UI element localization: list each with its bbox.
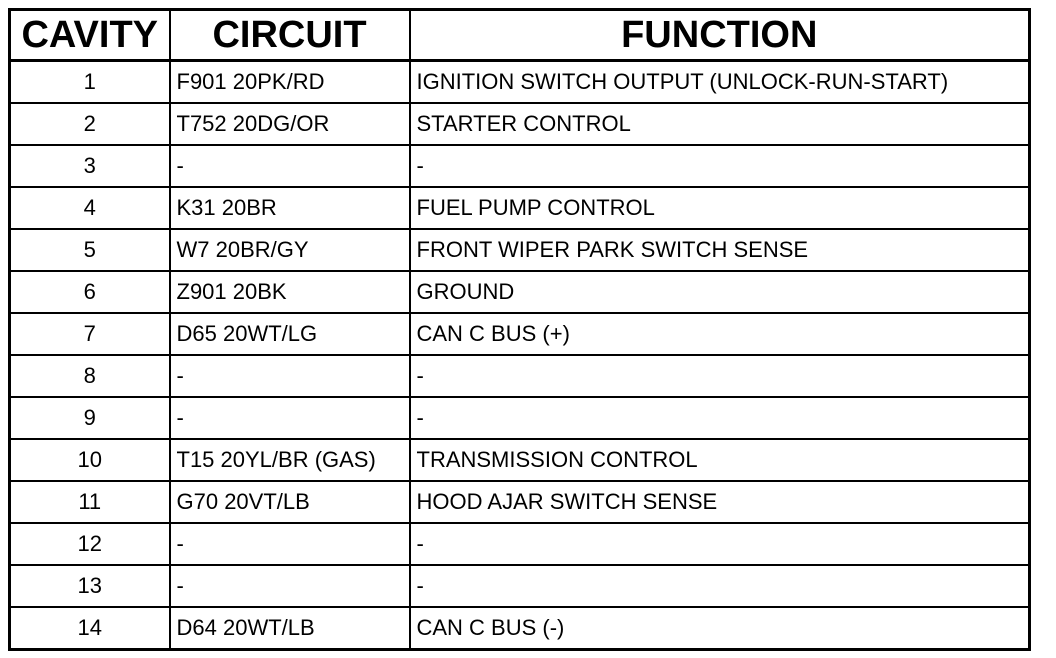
cavity-cell: 8 xyxy=(10,355,170,397)
table-row xyxy=(10,397,1030,439)
function-cell: CAN C BUS (+) xyxy=(410,313,1030,355)
table-row xyxy=(10,145,1030,187)
table-row xyxy=(10,187,1030,229)
cavity-cell: 10 xyxy=(10,439,170,481)
function-cell: GROUND xyxy=(410,271,1030,313)
cavity-cell: 12 xyxy=(10,523,170,565)
table-row xyxy=(10,313,1030,355)
table-body xyxy=(10,61,1030,650)
circuit-cell: - xyxy=(170,565,410,607)
circuit-cell: D65 20WT/LG xyxy=(170,313,410,355)
function-cell: - xyxy=(410,397,1030,439)
function-cell: HOOD AJAR SWITCH SENSE xyxy=(410,481,1030,523)
function-cell: CAN C BUS (-) xyxy=(410,607,1030,650)
circuit-cell: - xyxy=(170,523,410,565)
cavity-cell: 1 xyxy=(10,61,170,104)
circuit-cell: - xyxy=(170,355,410,397)
table-row xyxy=(10,271,1030,313)
cavity-cell: 3 xyxy=(10,145,170,187)
function-cell: FRONT WIPER PARK SWITCH SENSE xyxy=(410,229,1030,271)
circuit-cell: Z901 20BK xyxy=(170,271,410,313)
cavity-cell: 14 xyxy=(10,607,170,650)
table-header xyxy=(10,10,1030,61)
table-row xyxy=(10,565,1030,607)
table-row xyxy=(10,607,1030,650)
function-cell: TRANSMISSION CONTROL xyxy=(410,439,1030,481)
circuit-cell: - xyxy=(170,397,410,439)
cavity-cell: 7 xyxy=(10,313,170,355)
connector-pinout-table-container xyxy=(8,8,1028,651)
table-row xyxy=(10,355,1030,397)
circuit-cell: D64 20WT/LB xyxy=(170,607,410,650)
function-cell: - xyxy=(410,355,1030,397)
cavity-cell: 5 xyxy=(10,229,170,271)
table-row xyxy=(10,61,1030,104)
circuit-cell: T752 20DG/OR xyxy=(170,103,410,145)
header-row xyxy=(10,10,1030,61)
cavity-cell: 2 xyxy=(10,103,170,145)
function-cell: IGNITION SWITCH OUTPUT (UNLOCK-RUN-START) xyxy=(410,61,1030,104)
function-cell: - xyxy=(410,145,1030,187)
circuit-cell: T15 20YL/BR (GAS) xyxy=(170,439,410,481)
header-circuit: CIRCUIT xyxy=(170,10,410,61)
circuit-cell: F901 20PK/RD xyxy=(170,61,410,104)
table-row xyxy=(10,481,1030,523)
connector-pinout-table xyxy=(8,8,1031,651)
table-row xyxy=(10,439,1030,481)
cavity-cell: 13 xyxy=(10,565,170,607)
circuit-cell: G70 20VT/LB xyxy=(170,481,410,523)
function-cell: - xyxy=(410,565,1030,607)
header-function: FUNCTION xyxy=(410,10,1030,61)
header-cavity: CAVITY xyxy=(10,10,170,61)
circuit-cell: W7 20BR/GY xyxy=(170,229,410,271)
table-row xyxy=(10,103,1030,145)
circuit-cell: - xyxy=(170,145,410,187)
cavity-cell: 9 xyxy=(10,397,170,439)
function-cell: STARTER CONTROL xyxy=(410,103,1030,145)
circuit-cell: K31 20BR xyxy=(170,187,410,229)
cavity-cell: 6 xyxy=(10,271,170,313)
cavity-cell: 11 xyxy=(10,481,170,523)
function-cell: - xyxy=(410,523,1030,565)
table-row xyxy=(10,523,1030,565)
table-row xyxy=(10,229,1030,271)
cavity-cell: 4 xyxy=(10,187,170,229)
function-cell: FUEL PUMP CONTROL xyxy=(410,187,1030,229)
